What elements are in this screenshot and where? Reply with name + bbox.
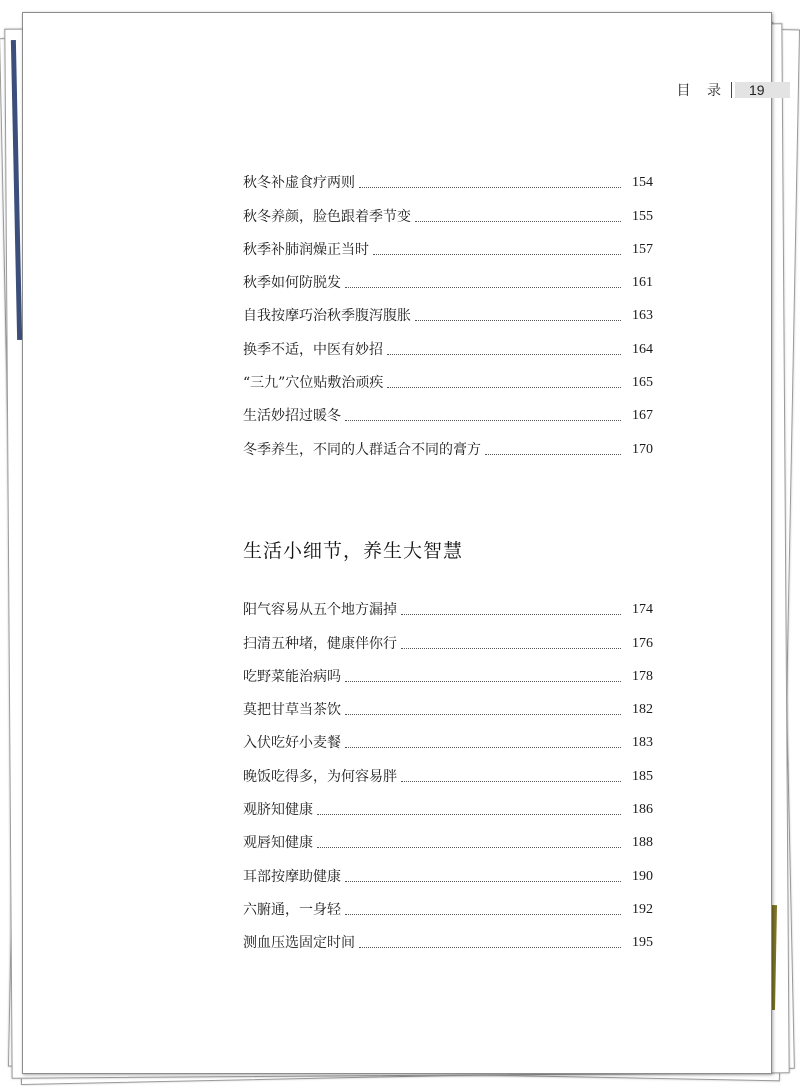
dot-leader: [387, 354, 621, 355]
toc-entry-page: 185: [632, 768, 653, 784]
toc-list-section1: [243, 160, 653, 460]
toc-entry[interactable]: [243, 426, 653, 459]
dot-leader: [345, 287, 621, 288]
toc-entry-page: 174: [632, 602, 653, 618]
toc-entry[interactable]: [243, 587, 653, 620]
toc-entry-title: 测血压选固定时间: [243, 935, 355, 952]
toc-entry-page: 164: [632, 341, 653, 357]
toc-entry-page: 170: [632, 441, 653, 457]
toc-entry-page: 163: [632, 308, 653, 324]
toc-entry-page: 192: [632, 901, 653, 917]
toc-entry-page: 183: [632, 735, 653, 751]
dot-leader: [415, 320, 621, 321]
toc-entry[interactable]: [243, 853, 653, 886]
toc-entry-page: 188: [632, 835, 653, 851]
toc-entry-title: 六腑通，一身轻: [243, 901, 341, 918]
toc-entry-page: 165: [632, 375, 653, 391]
dot-leader: [317, 814, 621, 815]
dot-leader: [345, 420, 621, 421]
toc-entry[interactable]: [243, 787, 653, 820]
header-page-number: 19: [735, 82, 790, 98]
running-header: [677, 81, 790, 99]
toc-entry-title: 扫清五种堵，健康伴你行: [243, 635, 397, 652]
toc-entry[interactable]: [243, 193, 653, 226]
toc-entry[interactable]: [243, 654, 653, 687]
toc-entry-title: 秋季补肺润燥正当时: [243, 241, 369, 258]
toc-entry[interactable]: [243, 227, 653, 260]
dot-leader: [387, 387, 621, 388]
toc-entry-page: 157: [632, 241, 653, 257]
header-title: 目 录: [676, 83, 727, 99]
toc-entry-title: 自我按摩巧治秋季腹泻腹胀: [243, 308, 411, 325]
toc-entry[interactable]: [243, 260, 653, 293]
toc-entry-title: 秋冬养颜，脸色跟着季节变: [243, 208, 411, 225]
toc-entry-title: 吃野菜能治病吗: [243, 668, 341, 685]
toc-entry-title: 晚饭吃得多，为何容易胖: [243, 768, 397, 785]
dot-leader: [401, 614, 621, 615]
toc-entry-title: 观唇知健康: [243, 835, 313, 852]
toc-entry[interactable]: [243, 293, 653, 326]
toc-entry-page: 186: [632, 802, 653, 818]
toc-entry-title: 入伏吃好小麦餐: [243, 735, 341, 752]
toc-entry[interactable]: [243, 393, 653, 426]
toc-entry[interactable]: [243, 720, 653, 753]
toc-entry-page: 167: [632, 408, 653, 424]
dot-leader: [359, 187, 621, 188]
toc-entry-title: 莫把甘草当茶饮: [243, 702, 341, 719]
toc-entry-page: 155: [632, 208, 653, 224]
toc-entry-title: 换季不适，中医有妙招: [243, 341, 383, 358]
toc-entry-title: 阳气容易从五个地方漏掉: [243, 602, 397, 619]
toc-entry-title: 冬季养生，不同的人群适合不同的膏方: [243, 441, 481, 458]
toc-entry-page: 195: [632, 935, 653, 951]
toc-entry-page: 161: [632, 275, 653, 291]
toc-entry[interactable]: [243, 326, 653, 359]
toc-entry-title: 秋冬补虚食疗两则: [243, 175, 355, 192]
dot-leader: [359, 947, 621, 948]
dot-leader: [401, 781, 621, 782]
dot-leader: [345, 747, 621, 748]
dot-leader: [415, 221, 621, 222]
header-divider: [731, 82, 732, 98]
toc-entry-title: 耳部按摩助健康: [243, 868, 341, 885]
toc-entry-page: 190: [632, 868, 653, 884]
dot-leader: [345, 681, 621, 682]
toc-entry-page: 178: [632, 668, 653, 684]
dot-leader: [373, 254, 621, 255]
dot-leader: [485, 454, 621, 455]
toc-list-section2: [243, 587, 653, 953]
toc-entry[interactable]: [243, 887, 653, 920]
dot-leader: [317, 847, 621, 848]
toc-entry-page: 154: [632, 175, 653, 191]
toc-entry-title: 生活妙招过暖冬: [243, 408, 341, 425]
toc-entry-page: 176: [632, 635, 653, 651]
dot-leader: [345, 714, 621, 715]
toc-entry[interactable]: [243, 360, 653, 393]
toc-entry-page: 182: [632, 702, 653, 718]
toc-entry[interactable]: [243, 620, 653, 653]
dot-leader: [401, 648, 621, 649]
toc-entry-title: 秋季如何防脱发: [243, 275, 341, 292]
toc-entry[interactable]: [243, 687, 653, 720]
toc-entry[interactable]: [243, 160, 653, 193]
toc-entry[interactable]: [243, 820, 653, 853]
dot-leader: [345, 914, 621, 915]
toc-entry[interactable]: [243, 920, 653, 953]
toc-entry[interactable]: [243, 753, 653, 786]
toc-entry-title: “三九”穴位贴敷治顽疾: [243, 375, 384, 392]
toc-entry-title: 观脐知健康: [243, 802, 313, 819]
dot-leader: [345, 881, 621, 882]
section-heading: 生活小细节，养生大智慧: [243, 540, 464, 562]
